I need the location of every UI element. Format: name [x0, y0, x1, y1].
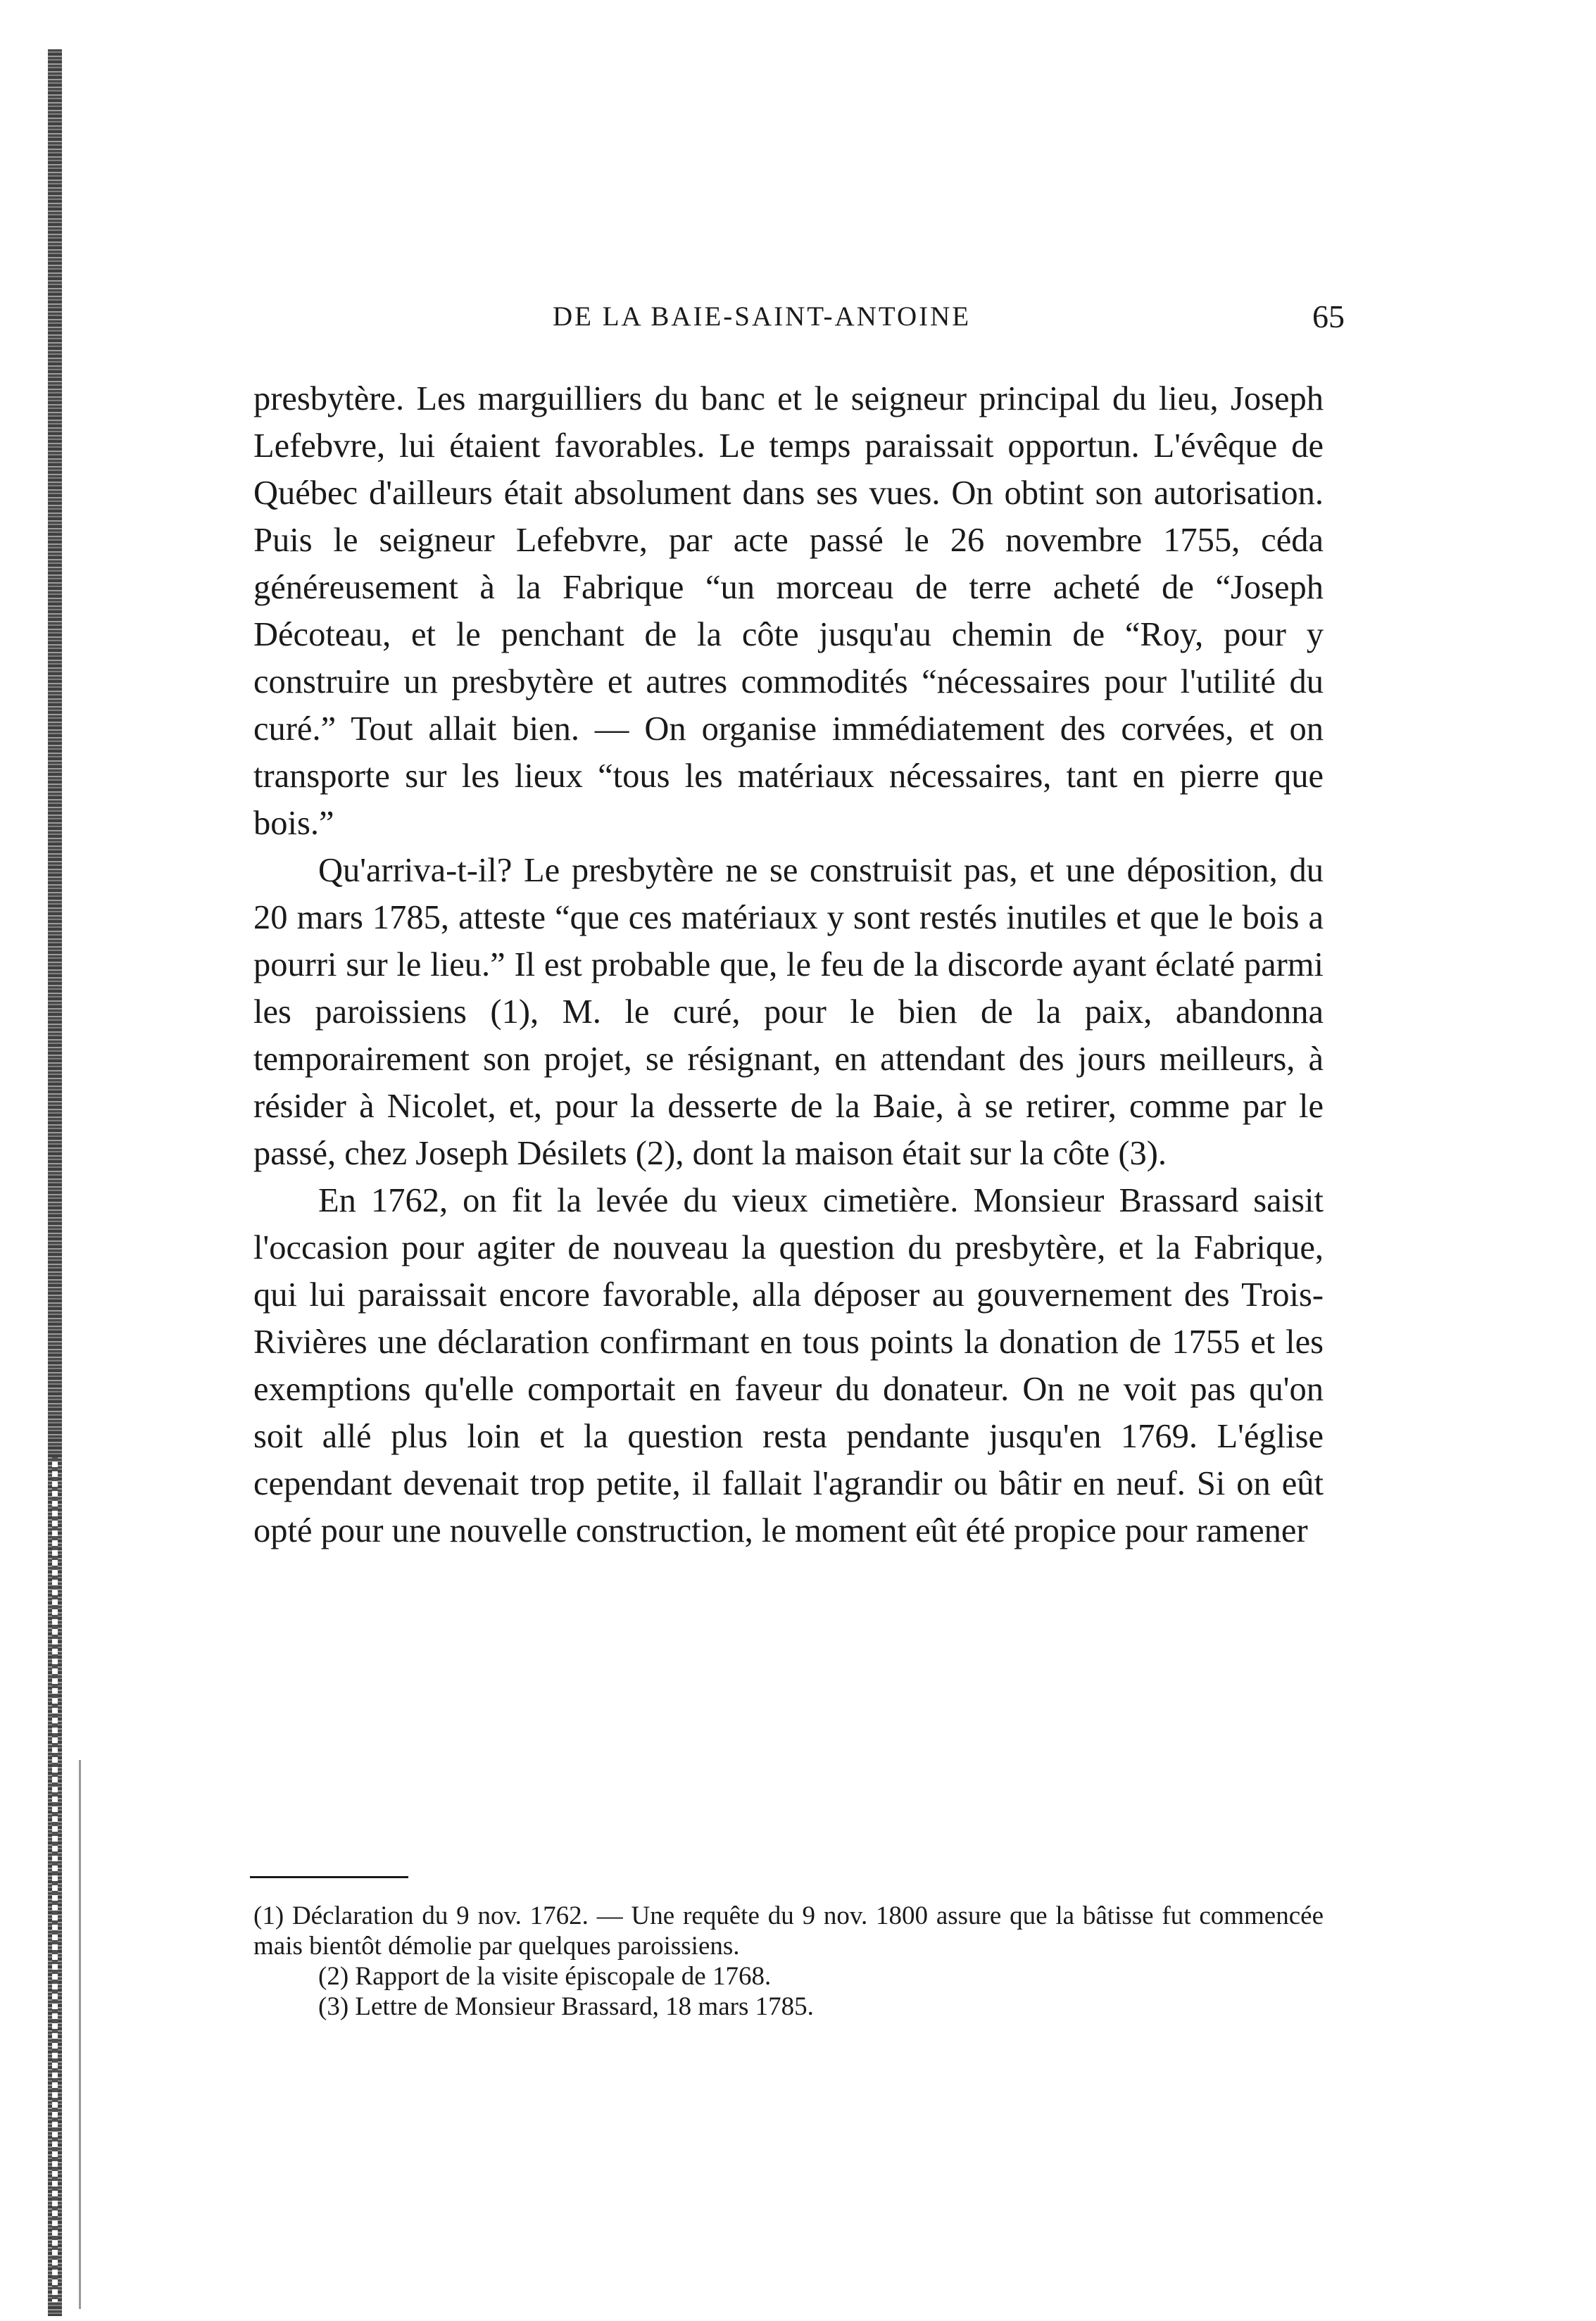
footnote-3: (3) Lettre de Monsieur Brassard, 18 mars 1785. — [318, 1992, 814, 2021]
body-text — [253, 375, 1324, 1554]
footnote-2: (2) Rapport de la visite épiscopale de 1768. — [318, 1962, 772, 1991]
binding-shadow-line — [79, 1760, 81, 2309]
running-title: DE LA BAIE-SAINT-ANTOINE — [553, 301, 972, 332]
page-number: 65 — [1312, 298, 1345, 334]
footnote-1: (1) Déclaration du 9 nov. 1762. — Une requête du 9 nov. 1800 assure que la bâtisse fut commencée mais bientôt démolie par quelques paroissiens. — [253, 1901, 1324, 1961]
paragraph-1: presbytère. Les marguilliers du banc et le seigneur principal du lieu, Joseph Lefebvre, lui étaient favorables. Le temps paraissait opportun. L'évêque de Québec d'ailleurs était absolument dans ses vues. On obtint son autorisation. Puis le seigneur Lefebvre, par acte passé le 26 novembre 1755, céda généreusement à la Fabrique “un morceau de terre acheté de “Joseph Décoteau, et le penchant de la côte jusqu'au chemin de “Roy, pour y construire un presbytère et autres commodités “nécessaires pour l'utilité du curé.” Tout allait bien. — On organise immédiatement des corvées, et on transporte sur les lieux “tous les matériaux nécessaires, tant en pierre que bois.” — [253, 380, 1324, 842]
paragraph-2: Qu'arriva-t-il? Le presbytère ne se construisit pas, et une déposition, du 20 mars 1785, atteste “que ces matériaux y sont restés inutiles et que le bois a pourri sur le lieu.” Il est probable que, le feu de la discorde ayant éclaté parmi les paroissiens (1), M. le curé, pour le bien de la paix, abandonna temporairement son projet, se résignant, en attendant des jours meilleurs, à résider à Nicolet, et, pour la desserte de la Baie, à se retirer, comme par le passé, chez Joseph Désilets (2), dont la maison était sur la côte (3). — [253, 852, 1324, 1172]
binding-edge — [48, 49, 62, 2316]
footnotes — [253, 1901, 1324, 2022]
page-header — [253, 296, 1345, 338]
footnote-rule — [250, 1876, 408, 1878]
paragraph-3: En 1762, on fit la levée du vieux cimetière. Monsieur Brassard saisit l'occasion pour agiter de nouveau la question du presbytère, et la Fabrique, qui lui paraissait encore favorable, alla déposer au gouvernement des Trois-Rivières une déclaration confirmant en tous points la donation de 1755 et les exemptions qu'elle comportait en faveur du donateur. On ne voit pas qu'on soit allé plus loin et la question resta pendante jusqu'en 1769. L'église cependant devenait trop petite, il fallait l'agrandir ou bâtir en neuf. Si on eût opté pour une nouvelle construction, le moment eût été propice pour ramener — [253, 1182, 1324, 1549]
